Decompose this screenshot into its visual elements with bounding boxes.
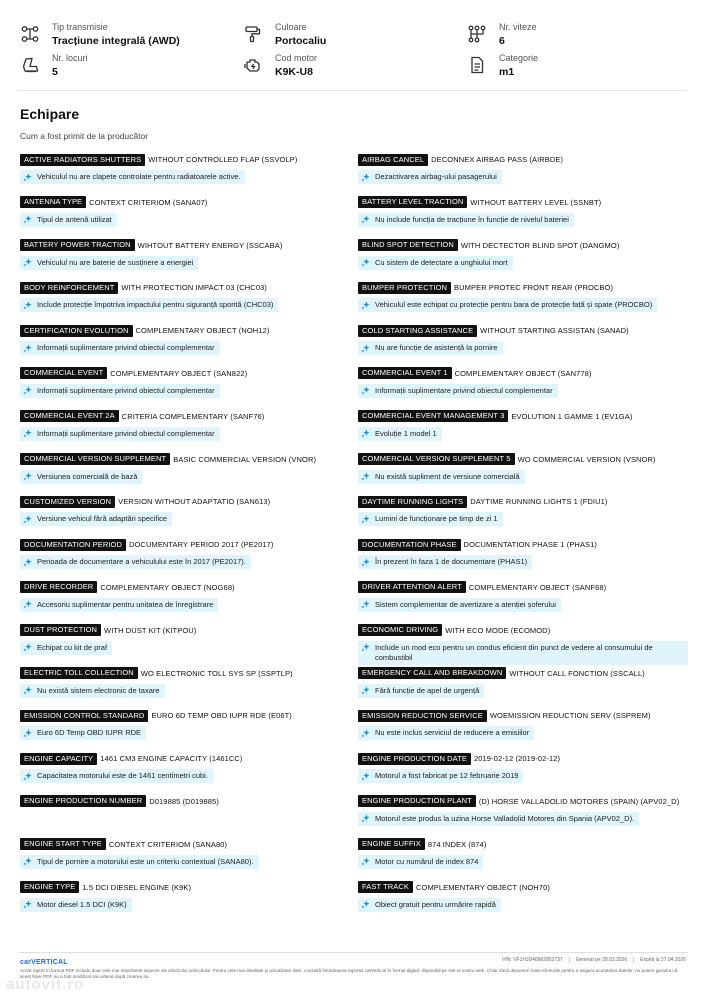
ai-sparkle-icon [361,472,372,482]
equipment-column-right [358,153,688,923]
equipment-item-header [358,838,688,851]
equipment-description [20,213,117,227]
spec-label: Cod motor [275,53,318,63]
equipment-description [20,470,142,484]
equipment-item-header [358,196,688,209]
equipment-item-header [358,795,688,808]
equipment-description [20,170,245,184]
ai-sparkle-icon [23,686,34,696]
spec-value: Tracțiune integrală (AWD) [52,35,180,47]
equipment-item-header [20,538,350,551]
equipment-tag: COMMERCIAL EVENT [20,367,107,379]
ai-sparkle-icon [23,472,34,482]
equipment-description-text: Motorul a fost fabricat pe 12 februarie 2019 [375,771,519,781]
expiry-date: Expiră la 27.04.2026 [633,957,686,963]
equipment-description [358,598,561,612]
ai-sparkle-icon [23,300,34,310]
equipment-tag: ENGINE PRODUCTION NUMBER [20,795,146,807]
equipment-tag: ACTIVE RADIATORS SHUTTERS [20,154,145,166]
equipment-item [20,281,350,324]
equipment-description-text: Sistem complementar de avertizare a atenției șoferului [375,599,556,609]
ai-sparkle-icon [361,258,372,268]
equipment-item-header [20,752,350,765]
equipment-tag: COMMERCIAL VERSION SUPPLEMENT [20,453,170,465]
car-seat-icon [21,56,39,76]
spec-category [468,52,538,79]
equipment-value: WITH DECTECTOR BLIND SPOT (DANGMO) [460,240,620,250]
equipment-tag: COMMERCIAL EVENT MANAGEMENT 3 [358,410,508,422]
equipment-item [20,624,350,667]
equipment-item-header [358,881,688,894]
equipment-item [358,324,688,367]
equipment-tag: EMERGENCY CALL AND BREAKDOWN [358,667,506,679]
equipment-description-text: Nu există supliment de versiune comercială [375,471,520,481]
ai-sparkle-icon [23,771,34,781]
equipment-item [358,281,688,324]
ai-sparkle-icon [361,814,372,824]
equipment-value: WITH DUST KIT (KITPOU) [104,625,197,635]
equipment-tag: DRIVER ATTENTION ALERT [358,581,466,593]
equipment-value: DOCUMENTARY PERIOD 2017 (PE2017) [128,540,274,550]
equipment-description-text: Cu sistem de detectare a unghiului mort [375,257,508,267]
equipment-tag: COMMERCIAL EVENT 1 [358,367,452,379]
equipment-value: WIHTOUT BATTERY ENERGY (SSCABA) [137,240,283,250]
equipment-item [20,538,350,581]
equipment-description-text: Vehiculul este echipat cu protecție pentru bara de protecție față și spate (PROCBO) [375,300,653,310]
equipment-item [358,153,688,196]
equipment-value: CRITERIA COMPLEMENTARY (SANF76) [121,411,265,421]
equipment-tag: CERTIFICATION EVOLUTION [20,325,133,337]
equipment-tag: EMISSION REDUCTION SERVICE [358,710,487,722]
spec-value: K9K-U8 [275,66,313,78]
equipment-description [358,213,574,227]
equipment-column-left [20,153,350,923]
equipment-description-text: Capacitatea motorului este de 1461 centimetri cubi. [37,771,208,781]
equipment-item [20,581,350,624]
equipment-item-header [358,153,688,166]
equipment-description-text: Accesoriu suplimentar pentru unitatea de înregistrare [37,599,214,609]
equipment-item [20,838,350,881]
equipment-item-header [20,795,350,808]
equipment-tag: BUMPER PROTECTION [358,282,451,294]
equipment-value: WOEMISSION REDUCTION SERV (SSPREM) [489,711,651,721]
ai-sparkle-icon [361,300,372,310]
equipment-description-text: Include un mod eco pentru un condus eficient din punct de vedere al consumului de combustibil [375,642,653,662]
equipment-description [20,598,218,612]
spec-transmission [21,21,180,48]
equipment-value: 2019-02-12 (2019-02-12) [473,754,561,764]
vin-text: VIN: VF1HJD40962802737 [502,957,563,963]
disclaimer: Acest raport în format PDF include doar cele mai importante aspecte ale istoricului vehiculului. Pentru cele mai detaliate și actualizate date, consultă întotdeauna raportul carVertical în format digital, disponibil pe site-ul nostru web. Chiar dacă depunem toate eforturile pentru a asigura acuratețea datelor, nu putem garanta că acest fișier PDF nu a fost modificat sau alterat după crearea sa. [20,968,678,979]
ai-sparkle-icon [361,686,372,696]
equipment-description-text: Include protecție împotriva impactului pentru siguranță sporită (CHC03) [37,300,274,310]
equipment-description [20,898,132,912]
ai-sparkle-icon [361,771,372,781]
equipment-item [358,239,688,282]
ai-sparkle-icon [23,215,34,225]
equipment-value: WITHOUT BATTERY LEVEL (SSNBT) [470,197,602,207]
equipment-item-header [20,667,350,680]
footer [18,952,688,979]
ai-sparkle-icon [361,172,372,182]
equipment-value: COMPLEMENTARY OBJECT (SANF68) [468,582,607,592]
equipment-description-text: Obiect gratuit pentru urmărire rapidă [375,899,496,909]
ai-sparkle-icon [361,643,372,653]
equipment-item-header [20,881,350,894]
equipment-description [20,684,165,698]
ai-sparkle-icon [23,386,34,396]
ai-sparkle-icon [23,343,34,353]
equipment-item-header [20,281,350,294]
equipment-description [358,170,502,184]
equipment-item [20,153,350,196]
ai-sparkle-icon [23,514,34,524]
equipment-tag: FAST TRACK [358,881,413,893]
equipment-description-text: Motor diesel 1.5 DCI (K9K) [37,899,127,909]
equipment-item [20,324,350,367]
equipment-value: D019885 (D019885) [149,796,219,806]
equipment-tag: COLD STARTING ASSISTANCE [358,325,477,337]
equipment-value: COMPLEMENTARY OBJECT (NOH12) [135,326,270,336]
equipment-item-header [20,709,350,722]
equipment-value: DOCUMENTATION PHASE 1 (PHAS1) [463,540,598,550]
equipment-description [20,341,220,355]
equipment-description-text: Nu are funcție de asistență la pornire [375,343,498,353]
spec-label: Nr. viteze [499,22,537,32]
ai-sparkle-icon [23,557,34,567]
equipment-item-header [358,495,688,508]
ai-sparkle-icon [23,600,34,610]
equipment-tag: BATTERY LEVEL TRACTION [358,196,467,208]
equipment-item-header [20,581,350,594]
spec-value: Portocaliu [275,35,327,47]
equipment-value: 874 INDEX (874) [427,839,487,849]
equipment-item [358,495,688,538]
equipment-value: WO COMMERCIAL VERSION (VSNOR) [517,454,656,464]
equipment-description-text: Informații suplimentare privind obiectul complementar [37,385,215,395]
equipment-value: WITHOUT CALL FONCTION (SSCALL) [509,668,645,678]
ai-sparkle-icon [361,857,372,867]
equipment-item-header [20,410,350,423]
equipment-description-text: Dezactivarea airbag-ului pasagerului [375,172,497,181]
spec-label: Categorie [499,53,539,63]
equipment-item-header [20,453,350,466]
equipment-description [20,256,198,270]
equipment-tag: DUST PROTECTION [20,624,101,636]
divider [18,90,686,91]
equipment-item-header [358,624,688,637]
equipment-tag: ENGINE TYPE [20,881,79,893]
ai-sparkle-icon [361,600,372,610]
equipment-description [358,684,484,698]
ai-sparkle-icon [23,172,34,182]
equipment-description [20,298,278,312]
equipment-item-header [358,281,688,294]
equipment-item-header [20,324,350,337]
equipment-value: WITH ECO MODE (ECOMOD) [445,625,551,635]
equipment-tag: BLIND SPOT DETECTION [358,239,458,251]
equipment-description [20,384,220,398]
equipment-item [358,881,688,924]
ai-sparkle-icon [23,900,34,910]
equipment-item [20,709,350,752]
equipment-tag: DOCUMENTATION PHASE [358,539,461,551]
ai-sparkle-icon [361,728,372,738]
equipment-tag: ECONOMIC DRIVING [358,624,442,636]
equipment-description [358,427,442,441]
equipment-tag: ELECTRIC TOLL COLLECTION [20,667,138,679]
equipment-description [358,726,534,740]
spec-seats [21,52,88,79]
equipment-value: COMPLEMENTARY OBJECT (NOH70) [416,882,550,892]
equipment-item-header [358,709,688,722]
ai-sparkle-icon [361,557,372,567]
equipment-value: CONTEXT CRITERIOM (SANA07) [89,197,208,207]
equipment-value: (D) HORSE VALLADOLID MOTORES (SPAIN) (APV02_D) [478,796,680,806]
equipment-description [20,769,213,783]
spec-label: Culoare [275,22,307,32]
carvertical-logo: carVERTICAL [20,959,68,966]
spec-value: 6 [499,35,505,47]
equipment-tag: ENGINE SUFFIX [358,838,425,850]
equipment-tag: COMMERCIAL EVENT 2A [20,410,119,422]
ai-sparkle-icon [23,643,34,653]
equipment-item [20,196,350,239]
equipment-item [358,538,688,581]
engine-icon [244,56,262,76]
equipment-description-text: Echipat cu kit de praf [37,642,108,652]
equipment-description-text: Informații suplimentare privind obiectul complementar [37,343,215,353]
spec-label: Nr. locuri [52,53,88,63]
report-meta [502,957,686,963]
ai-sparkle-icon [23,728,34,738]
watermark: autovit.ro [6,976,85,993]
equipment-description-text: Perioada de documentare a vehiculului este în 2017 (PE2017). [37,557,246,567]
equipment-item-header [20,495,350,508]
equipment-description-text: Informații suplimentare privind obiectul complementar [375,385,553,395]
equipment-item-header [20,624,350,637]
equipment-tag: CUSTOMIZED VERSION [20,496,115,508]
equipment-tag: ENGINE START TYPE [20,838,106,850]
equipment-description-text: Lumini de funcționare pe timp de zi 1 [375,514,498,524]
equipment-description-text: Motor cu numărul de index 874 [375,856,479,866]
equipment-tag: BATTERY POWER TRACTION [20,239,135,251]
equipment-description [358,298,657,312]
equipment-value: DECONNEX AIRBAG PASS (AIRBDE) [431,155,564,164]
equipment-tag: BODY REINFORCEMENT [20,282,118,294]
ai-sparkle-icon [361,386,372,396]
equipment-item-header [20,153,350,166]
equipment-value: COMPLEMENTARY OBJECT (SAN822) [110,368,248,378]
equipment-item [20,667,350,710]
equipment-description [358,812,639,826]
equipment-item [20,495,350,538]
equipment-description-text: Vehiculul nu are baterie de susținere a energiei [37,257,194,267]
equipment-description [20,726,146,740]
equipment-item-header [358,324,688,337]
ai-sparkle-icon [23,857,34,867]
spec-color [244,21,326,48]
equipment-value: EVOLUTION 1 GAMME 1 (EV1GA) [511,411,633,421]
equipment-tag: ENGINE PRODUCTION DATE [358,753,471,765]
equipment-description [358,384,558,398]
equipment-tag: DRIVE RECORDER [20,581,97,593]
ai-sparkle-icon [361,429,372,439]
equipment-item-header [358,667,688,680]
equipment-description-text: Evoluție 1 model 1 [375,428,437,438]
equipment-tag: AIRBAG CANCEL [358,154,428,166]
equipment-item [20,752,350,795]
equipment-item-header [358,538,688,551]
equipment-value: EURO 6D TEMP OBD IUPR RDE (E06T) [151,711,292,721]
equipment-item-header [358,410,688,423]
section-subtitle: Cum a fost primit de la producător [20,131,149,141]
spec-label: Tip transmisie [52,22,108,32]
equipment-description-text: Motorul este produs la uzina Horse Valladolid Motores din Spania (APV02_D). [375,813,635,823]
equipment-tag: ENGINE PRODUCTION PLANT [358,795,476,807]
equipment-item [358,453,688,496]
equipment-item [358,196,688,239]
equipment-description-text: În prezent în faza 1 de documentare (PHAS1) [375,557,528,567]
spec-engine-code [244,52,317,79]
equipment-value: WITHOUT CONTROLLED FLAP (SSVOLP) [148,155,298,164]
equipment-tag: ANTENNA TYPE [20,196,86,208]
equipment-description [20,427,220,441]
equipment-description-text: Euro 6D Temp OBD IUPR RDE [37,728,142,738]
equipment-tag: ENGINE CAPACITY [20,753,97,765]
equipment-tag: EMISSION CONTROL STANDARD [20,710,148,722]
equipment-item-header [358,367,688,380]
equipment-item-header [358,239,688,252]
equipment-item [20,453,350,496]
equipment-item [358,667,688,710]
generated-date: Generat pe 28.03.2026 [569,957,627,963]
equipment-description [358,898,501,912]
equipment-tag: DOCUMENTATION PERIOD [20,539,126,551]
equipment-description-text: Vehiculul nu are clapete controlate pentru radiatoarele active. [37,172,241,181]
ai-sparkle-icon [361,343,372,353]
equipment-item [358,581,688,624]
equipment-item [358,709,688,752]
equipment-item [20,881,350,924]
gearbox-icon [468,25,486,45]
equipment-description-text: Nu există sistem electronic de taxare [37,685,160,695]
equipment-description [358,341,503,355]
equipment-value: 1461 CM3 ENGINE CAPACITY (1461CC) [100,754,243,764]
equipment-item [358,367,688,410]
equipment-description [358,855,483,869]
equipment-item-header [358,752,688,765]
equipment-description [20,855,259,869]
equipment-description [358,641,688,665]
paint-roller-icon [244,25,262,45]
equipment-value: VERSION WITHOUT ADAPTATIO (SAN613) [118,497,271,507]
equipment-item [358,752,688,795]
equipment-item [20,367,350,410]
equipment-description-text: Nu include funcția de tracțiune în funcție de nivelul bateriei [375,214,569,224]
equipment-item [358,795,688,838]
equipment-item-header [358,453,688,466]
equipment-description-text: Versiunea comercială de bază [37,471,138,481]
equipment-value: BASIC COMMERCIAL VERSION (VNOR) [173,454,317,464]
equipment-value: 1.5 DCI DIESEL ENGINE (K9K) [82,882,192,892]
equipment-item-header [358,581,688,594]
document-icon [468,56,486,76]
equipment-description-text: Tipul de pornire a motorului este un criteriu contextual (SANA80). [37,856,254,866]
equipment-description [20,555,251,569]
equipment-value: WITH PROTECTION IMPACT 03 (CHC03) [121,283,267,293]
section-title: Echipare [20,106,80,122]
equipment-description [358,555,532,569]
equipment-value: WO ELECTRONIC TOLL SYS SP (SSPTLP) [140,668,293,678]
equipment-value: DAYTIME RUNNING LIGHTS 1 (FDIU1) [470,497,608,507]
equipment-item-header [20,239,350,252]
ai-sparkle-icon [361,514,372,524]
equipment-item [20,239,350,282]
ai-sparkle-icon [23,258,34,268]
equipment-description-text: Informații suplimentare privind obiectul complementar [37,428,215,438]
equipment-item-header [20,367,350,380]
equipment-tag: COMMERCIAL VERSION SUPPLEMENT 5 [358,453,515,465]
equipment-tag: DAYTIME RUNNING LIGHTS [358,496,467,508]
equipment-value: COMPLEMENTARY OBJECT (NOG68) [100,582,235,592]
equipment-item [20,795,350,838]
equipment-value: COMPLEMENTARY OBJECT (SAN778) [454,368,592,378]
equipment-description [358,512,503,526]
equipment-item [20,410,350,453]
equipment-value: WITHOUT STARTING ASSISTAN (SANAD) [480,326,629,336]
equipment-item [358,624,688,667]
ai-sparkle-icon [23,429,34,439]
ai-sparkle-icon [361,900,372,910]
equipment-description [358,256,513,270]
drivetrain-icon [21,25,39,45]
ai-sparkle-icon [361,215,372,225]
equipment-description [20,641,112,655]
equipment-description [358,769,523,783]
equipment-item-header [20,838,350,851]
equipment-description-text: Versiune vehicul fără adaptări specifice [37,514,168,524]
equipment-description-text: Fără funcție de apel de urgență [375,685,480,695]
equipment-item-header [20,196,350,209]
equipment-value: CONTEXT CRITERIOM (SANA80) [108,839,228,849]
equipment-description-text: Tipul de antenă utilizat [37,214,112,224]
equipment-description [358,470,525,484]
spec-value: 5 [52,66,58,78]
equipment-item [358,410,688,453]
spec-value: m1 [499,66,515,78]
equipment-description [20,512,172,526]
spec-gears [468,21,537,48]
equipment-item [358,838,688,881]
equipment-description-text: Nu este inclus serviciul de reducere a emisiilor [375,728,530,738]
equipment-value: BUMPER PROTEC FRONT REAR (PROCBO) [454,283,614,293]
